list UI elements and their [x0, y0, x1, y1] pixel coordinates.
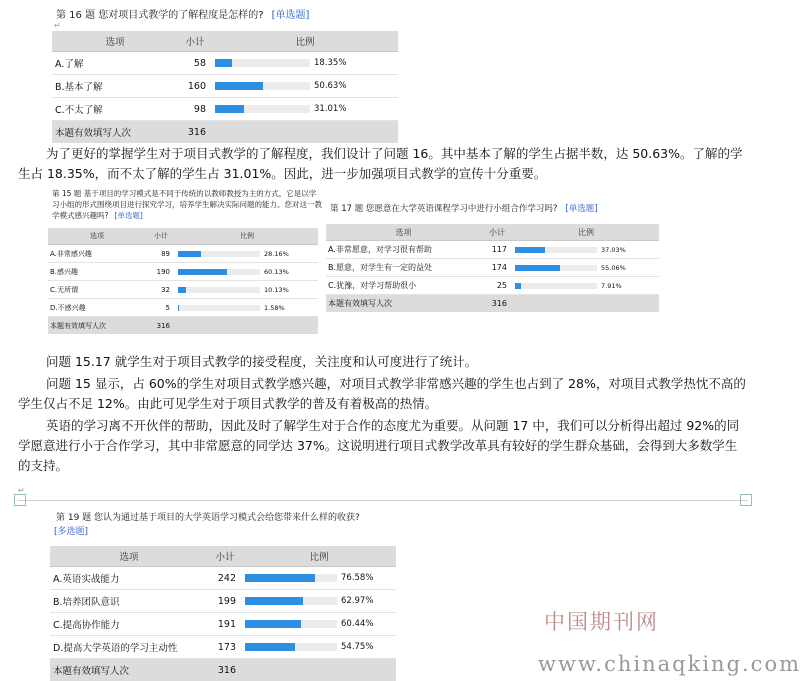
option-count: 190	[146, 263, 176, 281]
table-header-row	[326, 224, 659, 241]
total-count: 316	[146, 317, 176, 335]
q16-title: 第 16 题 您对项目式教学的了解程度是怎样的? [单选题]	[56, 6, 309, 21]
option-ratio	[242, 590, 396, 613]
option-count: 174	[481, 259, 513, 277]
ratio-bar-fill	[245, 643, 295, 651]
q19-title: 第 19 题 您认为通过基于项目的大学英语学习模式会给您带来什么样的收获?	[56, 510, 360, 523]
table-row	[52, 75, 398, 98]
total-row	[52, 121, 398, 144]
option-label: D.不感兴趣	[48, 299, 146, 317]
option-label: A.非常愿意，对学习很有帮助	[326, 241, 481, 259]
option-ratio	[242, 613, 396, 636]
watermark-url: www.chinaqking.com	[538, 652, 801, 676]
ratio-percent: 1.58%	[264, 304, 285, 312]
option-label: A.了解	[52, 52, 178, 75]
table-row	[326, 259, 659, 277]
table-header-row	[48, 228, 318, 245]
table-row	[50, 590, 396, 613]
ratio-percent: 60.44%	[341, 619, 373, 629]
ratio-bar-fill	[515, 247, 545, 253]
ratio-bar-fill	[215, 82, 263, 90]
column-header: 选项	[48, 228, 146, 245]
column-header: 比例	[176, 228, 318, 245]
total-label: 本题有效填写人次	[48, 317, 146, 335]
column-header: 选项	[326, 224, 481, 241]
option-label: C.无所谓	[48, 281, 146, 299]
ratio-percent: 62.97%	[341, 596, 373, 606]
q17-table	[326, 224, 659, 312]
column-header: 选项	[52, 31, 178, 52]
option-count: 89	[146, 245, 176, 263]
option-label: D.提高大学英语的学习主动性	[50, 636, 208, 659]
option-label: A.非常感兴趣	[48, 245, 146, 263]
option-count: 191	[208, 613, 242, 636]
table-row	[326, 241, 659, 259]
option-label: B.培养团队意识	[50, 590, 208, 613]
option-label: C.犹豫，对学习帮助很小	[326, 277, 481, 295]
ratio-bar-track	[245, 620, 337, 628]
column-header: 小计	[481, 224, 513, 241]
table-row	[48, 299, 318, 317]
total-empty	[242, 659, 396, 681]
ratio-bar-track	[178, 305, 260, 311]
ratio-percent: 10.13%	[264, 286, 289, 294]
ratio-percent: 18.35%	[314, 58, 346, 68]
paragraph-q15-analysis: 问题 15 显示，占 60%的学生对项目式教学感兴趣，对项目式教学非常感兴趣的学生也占到了 28%，对项目式教学热忱不高的学生仅占不足 12%。由此可见学生对于项目式教学的普及有着极高的热情。	[18, 374, 746, 414]
table-row	[326, 277, 659, 295]
ratio-bar-track	[178, 269, 260, 275]
option-ratio	[176, 281, 318, 299]
ratio-percent: 28.16%	[264, 250, 289, 258]
total-empty	[212, 121, 398, 144]
ratio-percent: 7.91%	[601, 282, 622, 290]
total-count: 316	[481, 295, 513, 313]
total-label: 本题有效填写人次	[52, 121, 178, 144]
q19-type-tag: [多选题]	[54, 527, 88, 537]
option-label: B.基本了解	[52, 75, 178, 98]
ratio-bar-fill	[178, 269, 227, 275]
table-header-row	[50, 546, 396, 567]
option-label: A.英语实战能力	[50, 567, 208, 590]
ratio-percent: 55.06%	[601, 264, 626, 272]
option-ratio	[242, 567, 396, 590]
ratio-bar-fill	[515, 283, 521, 289]
ratio-bar-track	[178, 251, 260, 257]
ratio-bar-fill	[245, 597, 303, 605]
total-empty	[176, 317, 318, 335]
paragraph-mark: ↵	[54, 21, 61, 30]
table-row	[50, 567, 396, 590]
option-count: 5	[146, 299, 176, 317]
ratio-bar-track	[215, 105, 310, 113]
q17-type-tag: [单选题]	[565, 204, 597, 214]
column-header: 比例	[242, 546, 396, 567]
ratio-percent: 37.03%	[601, 246, 626, 254]
option-label: C.不太了解	[52, 98, 178, 121]
ratio-percent: 76.58%	[341, 573, 373, 583]
paragraph-mark: ↵	[18, 486, 25, 495]
total-row	[48, 317, 318, 335]
option-count: 173	[208, 636, 242, 659]
ratio-bar-track	[515, 283, 597, 289]
ratio-bar-fill	[215, 59, 232, 67]
table-header-row	[52, 31, 398, 52]
page-corner-icon	[14, 494, 26, 506]
page-break-line	[18, 500, 748, 501]
column-header: 小计	[178, 31, 212, 52]
option-count: 98	[178, 98, 212, 121]
ratio-percent: 60.13%	[264, 268, 289, 276]
ratio-bar-fill	[178, 251, 201, 257]
column-header: 比例	[212, 31, 398, 52]
option-ratio	[176, 299, 318, 317]
table-row	[48, 263, 318, 281]
ratio-percent: 50.63%	[314, 81, 346, 91]
ratio-percent: 54.75%	[341, 642, 373, 652]
ratio-bar-track	[215, 82, 310, 90]
option-label: B.感兴趣	[48, 263, 146, 281]
option-ratio	[513, 241, 659, 259]
option-count: 242	[208, 567, 242, 590]
option-ratio	[513, 277, 659, 295]
table-row	[52, 98, 398, 121]
q15-type-tag: [单选题]	[114, 211, 142, 220]
ratio-bar-fill	[245, 620, 301, 628]
option-ratio	[212, 75, 398, 98]
q17-title: 第 17 题 您愿意在大学英语课程学习中进行小组合作学习吗? [单选题]	[330, 202, 598, 214]
option-count: 117	[481, 241, 513, 259]
ratio-bar-track	[178, 287, 260, 293]
table-row	[50, 613, 396, 636]
ratio-bar-fill	[178, 287, 186, 293]
column-header: 小计	[208, 546, 242, 567]
q19-type-tag-line	[54, 524, 88, 537]
ratio-bar-track	[245, 597, 337, 605]
q15-table	[48, 228, 318, 334]
ratio-bar-track	[215, 59, 310, 67]
ratio-bar-fill	[215, 105, 244, 113]
option-label: C.提高协作能力	[50, 613, 208, 636]
option-count: 199	[208, 590, 242, 613]
table-row	[48, 245, 318, 263]
paragraph-q17-analysis: 英语的学习离不开伙伴的帮助，因此及时了解学生对于合作的态度尤为重要。从问题 17 中，我们可以分析得出超过 92%的同学愿意进行小于合作学习，其中非常愿意的同学达 37%。这说明进行项目式教学改革具有较好的学生群众基础，会得到大多数学生的支持。	[18, 416, 746, 476]
ratio-bar-track	[245, 643, 337, 651]
ratio-bar-track	[515, 265, 597, 271]
q19-table	[50, 546, 396, 681]
option-ratio	[212, 98, 398, 121]
option-ratio	[176, 263, 318, 281]
option-ratio	[513, 259, 659, 277]
total-row	[50, 659, 396, 681]
column-header: 比例	[513, 224, 659, 241]
option-count: 160	[178, 75, 212, 98]
paragraph-q16-analysis: 为了更好的掌握学生对于项目式教学的了解程度，我们设计了问题 16。其中基本了解的学生占据半数，达 50.63%。了解的学生占 18.35%，而不太了解的学生占 31.01%。因此，进一步加强项目式教学的宣传十分重要。	[18, 144, 746, 184]
q15-title: 第 15 题 基于项目的学习模式是不同于传统的以教师教授为主的方式，它是以学习小组的形式围绕项目进行探究学习，培养学生解决实际问题的能力。您对这一教学模式感兴趣吗? [单选题]	[52, 188, 322, 221]
q16-type-tag: [单选题]	[272, 10, 310, 21]
ratio-bar-fill	[515, 265, 560, 271]
option-ratio	[242, 636, 396, 659]
total-label: 本题有效填写人次	[50, 659, 208, 681]
total-count: 316	[178, 121, 212, 144]
total-row	[326, 295, 659, 313]
total-label: 本题有效填写人次	[326, 295, 481, 313]
table-row	[48, 281, 318, 299]
page-corner-icon	[740, 494, 752, 506]
option-ratio	[176, 245, 318, 263]
option-label: B.愿意，对学生有一定的益处	[326, 259, 481, 277]
column-header: 小计	[146, 228, 176, 245]
q16-table	[52, 31, 398, 143]
ratio-bar-fill	[178, 305, 179, 311]
column-header: 选项	[50, 546, 208, 567]
ratio-bar-fill	[245, 574, 315, 582]
option-count: 32	[146, 281, 176, 299]
total-count: 316	[208, 659, 242, 681]
watermark-cn: 中国期刊网	[544, 606, 659, 636]
ratio-percent: 31.01%	[314, 104, 346, 114]
ratio-bar-track	[515, 247, 597, 253]
option-ratio	[212, 52, 398, 75]
total-empty	[513, 295, 659, 313]
paragraph-q15-q17-intro: 问题 15.17 就学生对于项目式教学的接受程度，关注度和认可度进行了统计。	[46, 352, 746, 372]
table-row	[50, 636, 396, 659]
ratio-bar-track	[245, 574, 337, 582]
table-row	[52, 52, 398, 75]
option-count: 58	[178, 52, 212, 75]
option-count: 25	[481, 277, 513, 295]
